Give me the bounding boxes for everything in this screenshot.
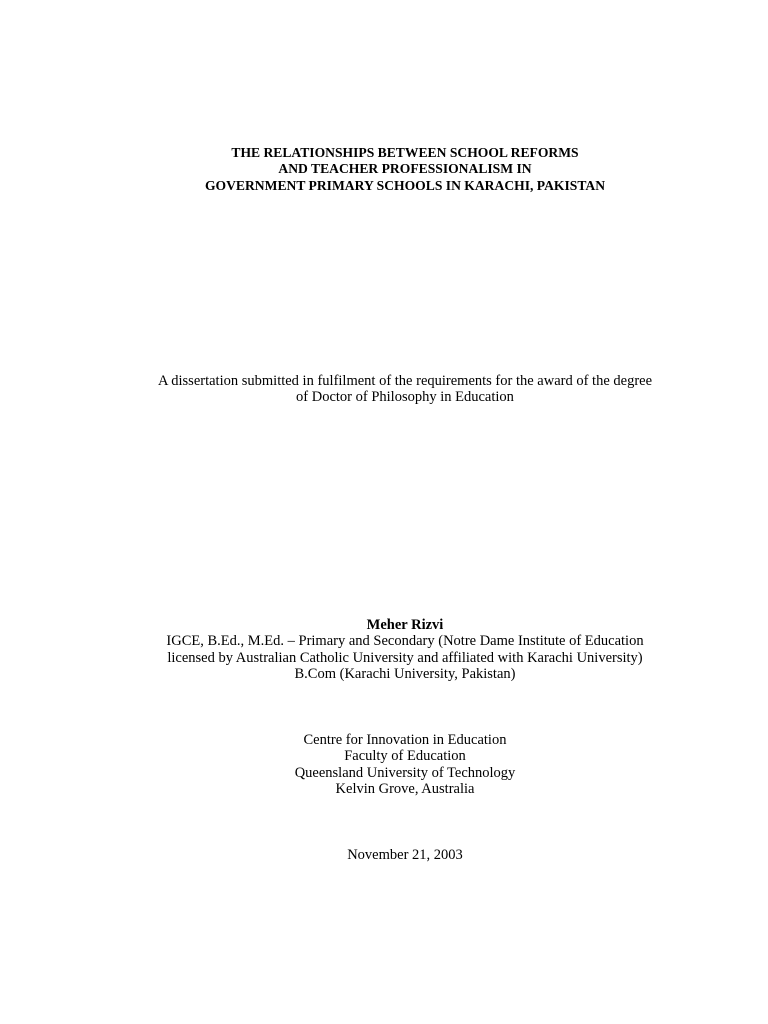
institution-section: [60, 732, 750, 798]
title-line-1: THE RELATIONSHIPS BETWEEN SCHOOL REFORMS: [231, 145, 579, 160]
submission-statement: [60, 373, 750, 406]
title-line-3: GOVERNMENT PRIMARY SCHOOLS IN KARACHI, PAKISTAN: [204, 177, 606, 193]
dissertation-title: [60, 145, 750, 194]
institution-university: Queensland University of Technology: [294, 764, 516, 781]
institution-faculty: Faculty of Education: [344, 748, 466, 765]
submission-date-section: [60, 847, 750, 863]
institution-centre: Centre for Innovation in Education: [303, 732, 507, 748]
author-section: [60, 617, 750, 683]
author-credentials-line-1: IGCE, B.Ed., M.Ed. – Primary and Secondary (Notre Dame Institute of Education: [166, 633, 644, 650]
author-credentials-line-2: licensed by Australian Catholic University and affiliated with Karachi University): [167, 649, 643, 666]
submission-date: November 21, 2003: [347, 847, 463, 863]
author-credentials-line-3: B.Com (Karachi University, Pakistan): [294, 666, 516, 683]
submission-line-1: A dissertation submitted in fulfilment of the requirements for the award of the degree: [157, 373, 653, 389]
submission-line-2: of Doctor of Philosophy in Education: [296, 389, 514, 406]
title-line-2: AND TEACHER PROFESSIONALISM IN: [278, 161, 532, 177]
institution-location: Kelvin Grove, Australia: [335, 781, 475, 798]
author-name: Meher Rizvi: [366, 617, 444, 633]
